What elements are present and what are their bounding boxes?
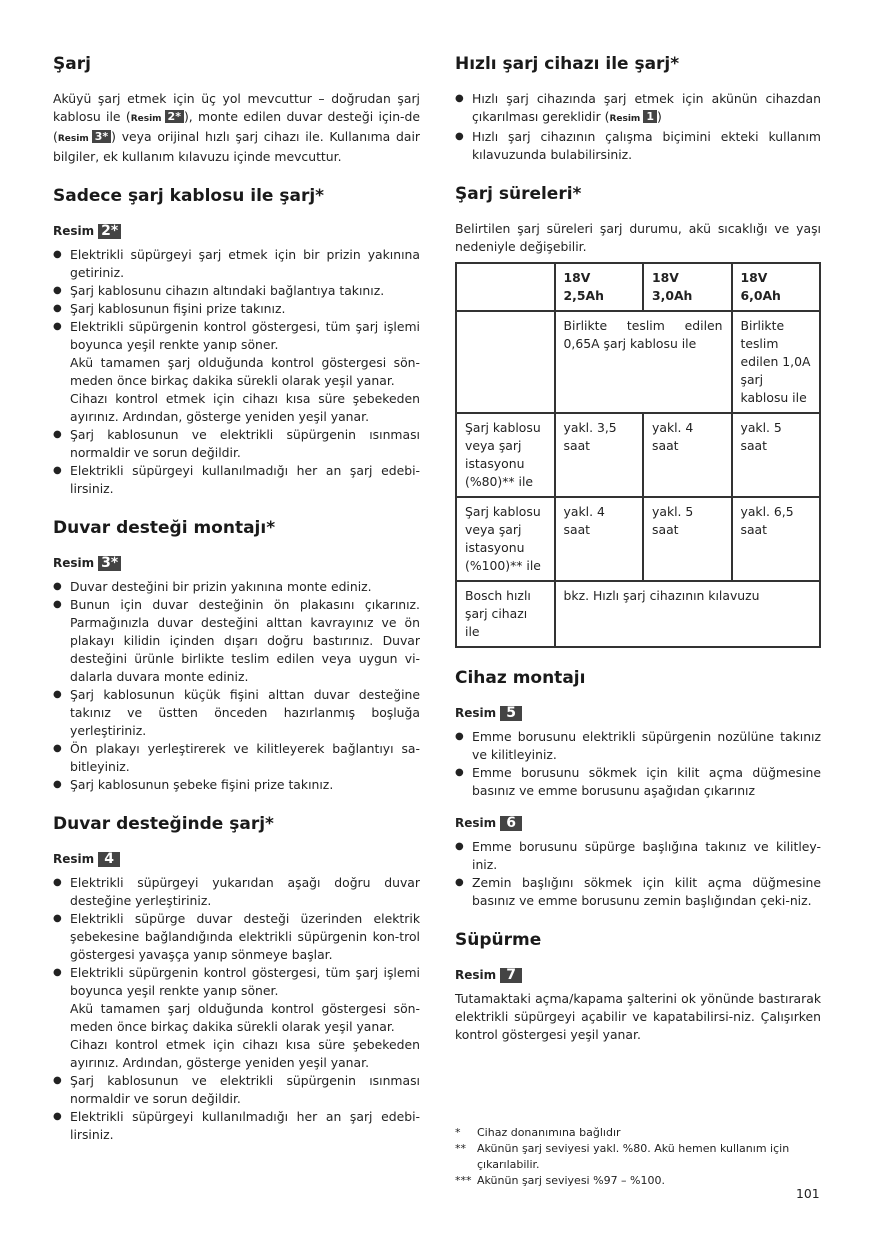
footnote-text: Cihaz donanımına bağlıdır [477,1126,621,1139]
list-item: ● Emme borusunu elektrikli süpürgenin nozülüne takınız ve kilitleyiniz. [455,728,821,764]
bullet-list [53,246,420,498]
resim-text: Resim [53,556,95,570]
resim-label [455,814,821,832]
section-hizli-sarj [455,52,821,164]
list-item: ● Bunun için duvar desteğinin ön plakasını çıkarınız. Parmağınızla duvar desteğini alttan kavrayınız ve ön plakayı kilidin içinden dışarı doğru bastırınız. Duvar desteğini ürünle birlikte teslim edilen veya uygun vi-dalarla duvara monte ediniz. [53,596,420,686]
footnote [455,1173,821,1189]
bullet-list [455,838,821,910]
section-title: Duvar desteğinde şarj* [53,814,274,834]
figure-badge: 1 [643,110,657,123]
table-row [456,413,820,497]
section-title: Şarj süreleri* [455,184,582,204]
list-item: ● Hızlı şarj cihazının çalışma biçimini ekteki kullanım kılavuzunda bulabilirsiniz. [455,128,821,164]
text: ) veya orijinal hızlı şarj cihazı ile. Kullanıma dair bilgiler, ek kullanım kılavuzu içinde mevcuttur. [53,129,420,164]
text: Hızlı şarj cihazında şarj etmek için akünün cihazdan çıkarılması gereklidir ( [472,91,821,124]
text: ● Elektrikli süpürgenin kontrol göstergesi, tüm şarj işlemi boyunca yeşil renkte yanıp söner. [70,319,420,352]
text: ● Elektrikli süpürgenin kontrol göstergesi, tüm şarj işlemi boyunca yeşil renkte yanıp söner. [70,965,420,998]
bullet-list [53,874,420,1144]
resim-text: Resim [455,816,497,830]
resim-label [53,554,420,572]
text: Cihazı kontrol etmek için cihazı kısa süre şebekeden ayırınız. Ardından, gösterge yeniden yeşil yanar. [70,391,420,424]
list-item: ● Şarj kablosunun küçük fişini alttan duvar desteğine takınız ve üstten önceden hazırlanmış boşluğa yerleştiriniz. [53,686,420,740]
resim-text: Resim [455,706,497,720]
text: Akü tamamen şarj olduğunda kontrol göstergesi sön-meden önce birkaç dakika sürekli olarak yeşil yanar. [70,1001,420,1034]
text: Aküyü şarj etmek için üç yol mevcuttur – doğrudan şarj kablosu ile ( [53,91,420,124]
table-header: 18V 3,0Ah [643,263,731,311]
list-item: ● Ön plakayı yerleştirerek ve kilitleyerek bağlantıyı sa-bitleyiniz. [53,740,420,776]
list-item: ● Şarj kablosunu cihazın altındaki bağlantıya takınız. [53,282,420,300]
table-cell: Birlikte teslim edilen 1,0A şarj kablosu ile [732,311,821,413]
resim-text: Resim [53,224,95,238]
table-cell: Birlikte teslim edilen 0,65A şarj kablosu ile [555,311,732,413]
list-item: ● Zemin başlığını sökmek için kilit açma düğmesine basınız ve emme borusunu zemin başlığından çeki-niz. [455,874,821,910]
figure-badge: 4 [98,852,120,867]
section-duvar-sarj [53,812,420,1144]
footnote-mark: *** [455,1174,472,1187]
resim-text: Resim [455,968,497,982]
table-cell: yakl. 5 saat [643,497,731,581]
resim-ref: Resim [609,114,641,124]
table-cell: yakl. 4 saat [555,497,643,581]
footnote-text: Akünün şarj seviyesi %97 – %100. [477,1174,665,1187]
figure-badge: 3* [92,130,111,143]
figure-badge: 2* [98,224,121,239]
table-cell: yakl. 6,5 saat [732,497,821,581]
section-sadece-kablo [53,184,420,498]
list-item: ● Elektrikli süpürgeyi kullanılmadığı her an şarj edebi-lirsiniz. [53,462,420,498]
list-item [53,964,420,1072]
bullet-list [455,728,821,800]
body-paragraph: Tutamaktaki açma/kapama şalterini ok yönünde bastırarak elektrikli süpürgeyi açabilir ve kapatabilirsi-niz. Çalışırken kontrol göstergesi yeşil yanar. [455,991,821,1042]
section-cihaz-montaj [455,666,821,910]
resim-label [455,704,821,722]
resim-text: Resim [53,852,95,866]
list-item: ● Emme borusunu süpürge başlığına takınız ve kilitley-iniz. [455,838,821,874]
section-sarj-sureleri [455,182,821,648]
resim-label [53,850,420,868]
list-item: ● Şarj kablosunun fişini prize takınız. [53,300,420,318]
list-item: ● Şarj kablosunun ve elektrikli süpürgenin ısınması normaldir ve sorun değildir. [53,1072,420,1108]
bullet-list [53,578,420,794]
table-header: 18V 6,0Ah [732,263,821,311]
list-item: ● Duvar desteğini bir prizin yakınına monte ediniz. [53,578,420,596]
list-item: ● Elektrikli süpürgeyi kullanılmadığı her an şarj edebi-lirsiniz. [53,1108,420,1144]
text: Akü tamamen şarj olduğunda kontrol göstergesi sön-meden önce birkaç dakika sürekli olarak yeşil yanar. [70,355,420,388]
figure-badge: 5 [500,706,522,721]
list-item: ● Elektrikli süpürgeyi yukarıdan aşağı doğru duvar desteğine yerleştiriniz. [53,874,420,910]
figure-badge: 2* [165,110,184,123]
text: Cihazı kontrol etmek için cihazı kısa süre şebekeden ayırınız. Ardından, gösterge yeniden yeşil yanar. [70,1037,420,1070]
list-item: ● Emme borusunu sökmek için kilit açma düğmesine basınız ve emme borusunu aşağıdan çıkarınız [455,764,821,800]
section-title: Süpürme [455,930,542,950]
figure-badge: 7 [500,968,522,983]
footnotes [455,1125,821,1189]
table-cell: bkz. Hızlı şarj cihazının kılavuzu [555,581,820,647]
resim-label [455,966,821,984]
footnote [455,1125,821,1141]
section-title: Duvar desteği montajı* [53,518,276,538]
text: ) [656,109,662,124]
list-item [53,318,420,426]
list-item: ● Elektrikli süpürge duvar desteği üzerinden elektrik şebekesine bağlandığında elektrikli süpürgenin kon-trol göstergesi yavaşça yanıp sönmeye başlar. [53,910,420,964]
figure-badge: 6 [500,816,522,831]
list-item: ● Şarj kablosunun şebeke fişini prize takınız. [53,776,420,794]
table-row [456,581,820,647]
table-row [456,263,820,311]
section-title: Sadece şarj kablosu ile şarj* [53,186,325,206]
list-item [455,90,821,128]
footnote-text: Akünün şarj seviyesi yakl. %80. Akü hemen kullanım için çıkarılabilir. [477,1142,790,1171]
table-header: 18V 2,5Ah [555,263,643,311]
figure-badge: 3* [98,556,121,571]
table-cell: yakl. 4 saat [643,413,731,497]
section-supurme [455,928,821,1044]
footnote [455,1141,821,1173]
resim-label [53,222,420,240]
page-number: 101 [796,1186,820,1201]
table-cell: yakl. 3,5 saat [555,413,643,497]
table-row [456,311,820,413]
charge-time-table [455,262,821,648]
table-row [456,497,820,581]
bullet-list [455,90,821,164]
table-cell [456,263,555,311]
right-column [455,52,821,1062]
section-title: Cihaz montajı [455,668,586,688]
table-row-label: Şarj kablosu veya şarj istasyonu (%80)** ile [456,413,555,497]
table-cell: yakl. 5 saat [732,413,821,497]
intro-paragraph: Belirtilen şarj süreleri şarj durumu, akü sıcaklığı ve yaşı nedeniyle değişebilir. [455,221,821,254]
list-item: ● Şarj kablosunun ve elektrikli süpürgenin ısınması normaldir ve sorun değildir. [53,426,420,462]
resim-ref: Resim [57,134,89,144]
section-title: Hızlı şarj cihazı ile şarj* [455,54,680,74]
section-duvar-montaj [53,516,420,794]
left-column [53,52,420,1162]
text: ), monte edilen duvar desteği için-de ( [53,109,421,144]
table-cell [456,311,555,413]
intro-paragraph [53,90,420,166]
table-row-label: Şarj kablosu veya şarj istasyonu (%100)** ile [456,497,555,581]
section-sarj [53,52,420,166]
footnote-mark: * [455,1126,461,1139]
list-item: ● Elektrikli süpürgeyi şarj etmek için bir prizin yakınına getiriniz. [53,246,420,282]
footnote-mark: ** [455,1142,466,1155]
table-row-label: Bosch hızlı şarj cihazı ile [456,581,555,647]
section-title: Şarj [53,54,91,74]
resim-ref: Resim [130,114,162,124]
